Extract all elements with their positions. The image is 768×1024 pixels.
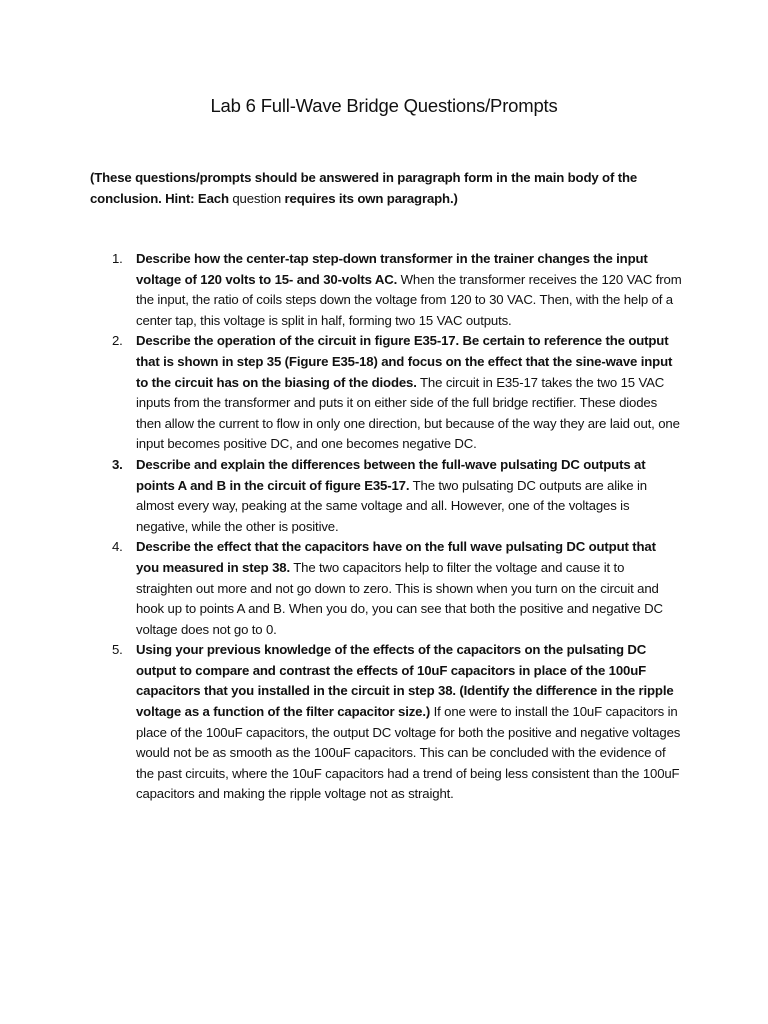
intro-text-part2: question <box>232 190 282 206</box>
question-prompt: Describe the effect that the capacitors have on the full wave pulsating DC output that you measured in step 38. <box>136 539 656 575</box>
question-item-1 <box>0 249 682 331</box>
question-answer: When the transformer receives the 120 VAC from the input, the ratio of coils steps down the voltage from 120 to 30 VAC. Then, with the help of a center tap, this voltage is split in half, forming two 15 VAC outputs. <box>136 271 682 328</box>
question-number: 5. <box>112 642 123 658</box>
question-prompt: Describe the operation of the circuit in figure E35-17. Be certain to reference the output that is shown in step 35 (Figure E35-18) and focus on the effect that the sine-wave input to the circuit has on the biasing of the diodes. <box>136 333 673 390</box>
question-number: 4. <box>112 539 123 555</box>
question-prompt: Describe how the center-tap step-down transformer in the trainer changes the input voltage of 120 volts to 15- and 30-volts AC. <box>136 251 648 287</box>
question-item-3 <box>0 455 682 537</box>
intro-paragraph <box>90 168 680 209</box>
question-number: 3. <box>112 456 123 472</box>
question-answer: If one were to install the 10uF capacitors in place of the 100uF capacitors, the output DC voltage for both the positive and negative voltages would not be as smooth as the 100uF capacitors. This can be concluded with the evidence of the past circuits, where the 10uF capacitors had a trend of being less consistent than the 100uF capacitors and making the ripple voltage not as straight. <box>136 704 681 802</box>
question-item-5 <box>0 640 682 805</box>
question-answer: The circuit in E35-17 takes the two 15 VAC inputs from the transformer and puts it on either side of the full bridge rectifier. These diodes then allow the current to flow in only one direction, but because of the way they are laid out, one input becomes positive DC, and one becomes negative DC. <box>136 374 680 452</box>
question-item-2 <box>0 331 682 455</box>
intro-text-part1: (These questions/prompts should be answered in paragraph form in the main body of the conclusion. Hint: Each <box>90 170 638 206</box>
question-list <box>0 249 768 805</box>
question-prompt: Describe and explain the differences between the full-wave pulsating DC outputs at points A and B in the circuit of figure E35-17. <box>136 456 646 493</box>
question-prompt: Using your previous knowledge of the effects of the capacitors on the pulsating DC output to compare and contrast the effects of 10uF capacitors in place of the 100uF capacitors that you installed in the circuit in step 38. (Identify the difference in the ripple voltage as a function of the filter capacitor size.) <box>136 642 674 720</box>
question-item-4 <box>0 537 682 640</box>
question-answer: The two pulsating DC outputs are alike in almost every way, peaking at the same voltage and all. However, one of the voltages is negative, while the other is positive. <box>136 477 647 534</box>
intro-text-part3: requires its own paragraph.) <box>281 190 458 206</box>
question-number: 2. <box>112 333 123 349</box>
question-answer: The two capacitors help to filter the voltage and cause it to straighten out more and not go down to zero. This is shown when you turn on the circuit and hook up to points A and B. When you do, you can see that both the positive and negative DC voltage does not go to 0. <box>136 559 663 637</box>
question-number: 1. <box>112 251 123 266</box>
page-title: Lab 6 Full-Wave Bridge Questions/Prompts <box>210 95 558 116</box>
